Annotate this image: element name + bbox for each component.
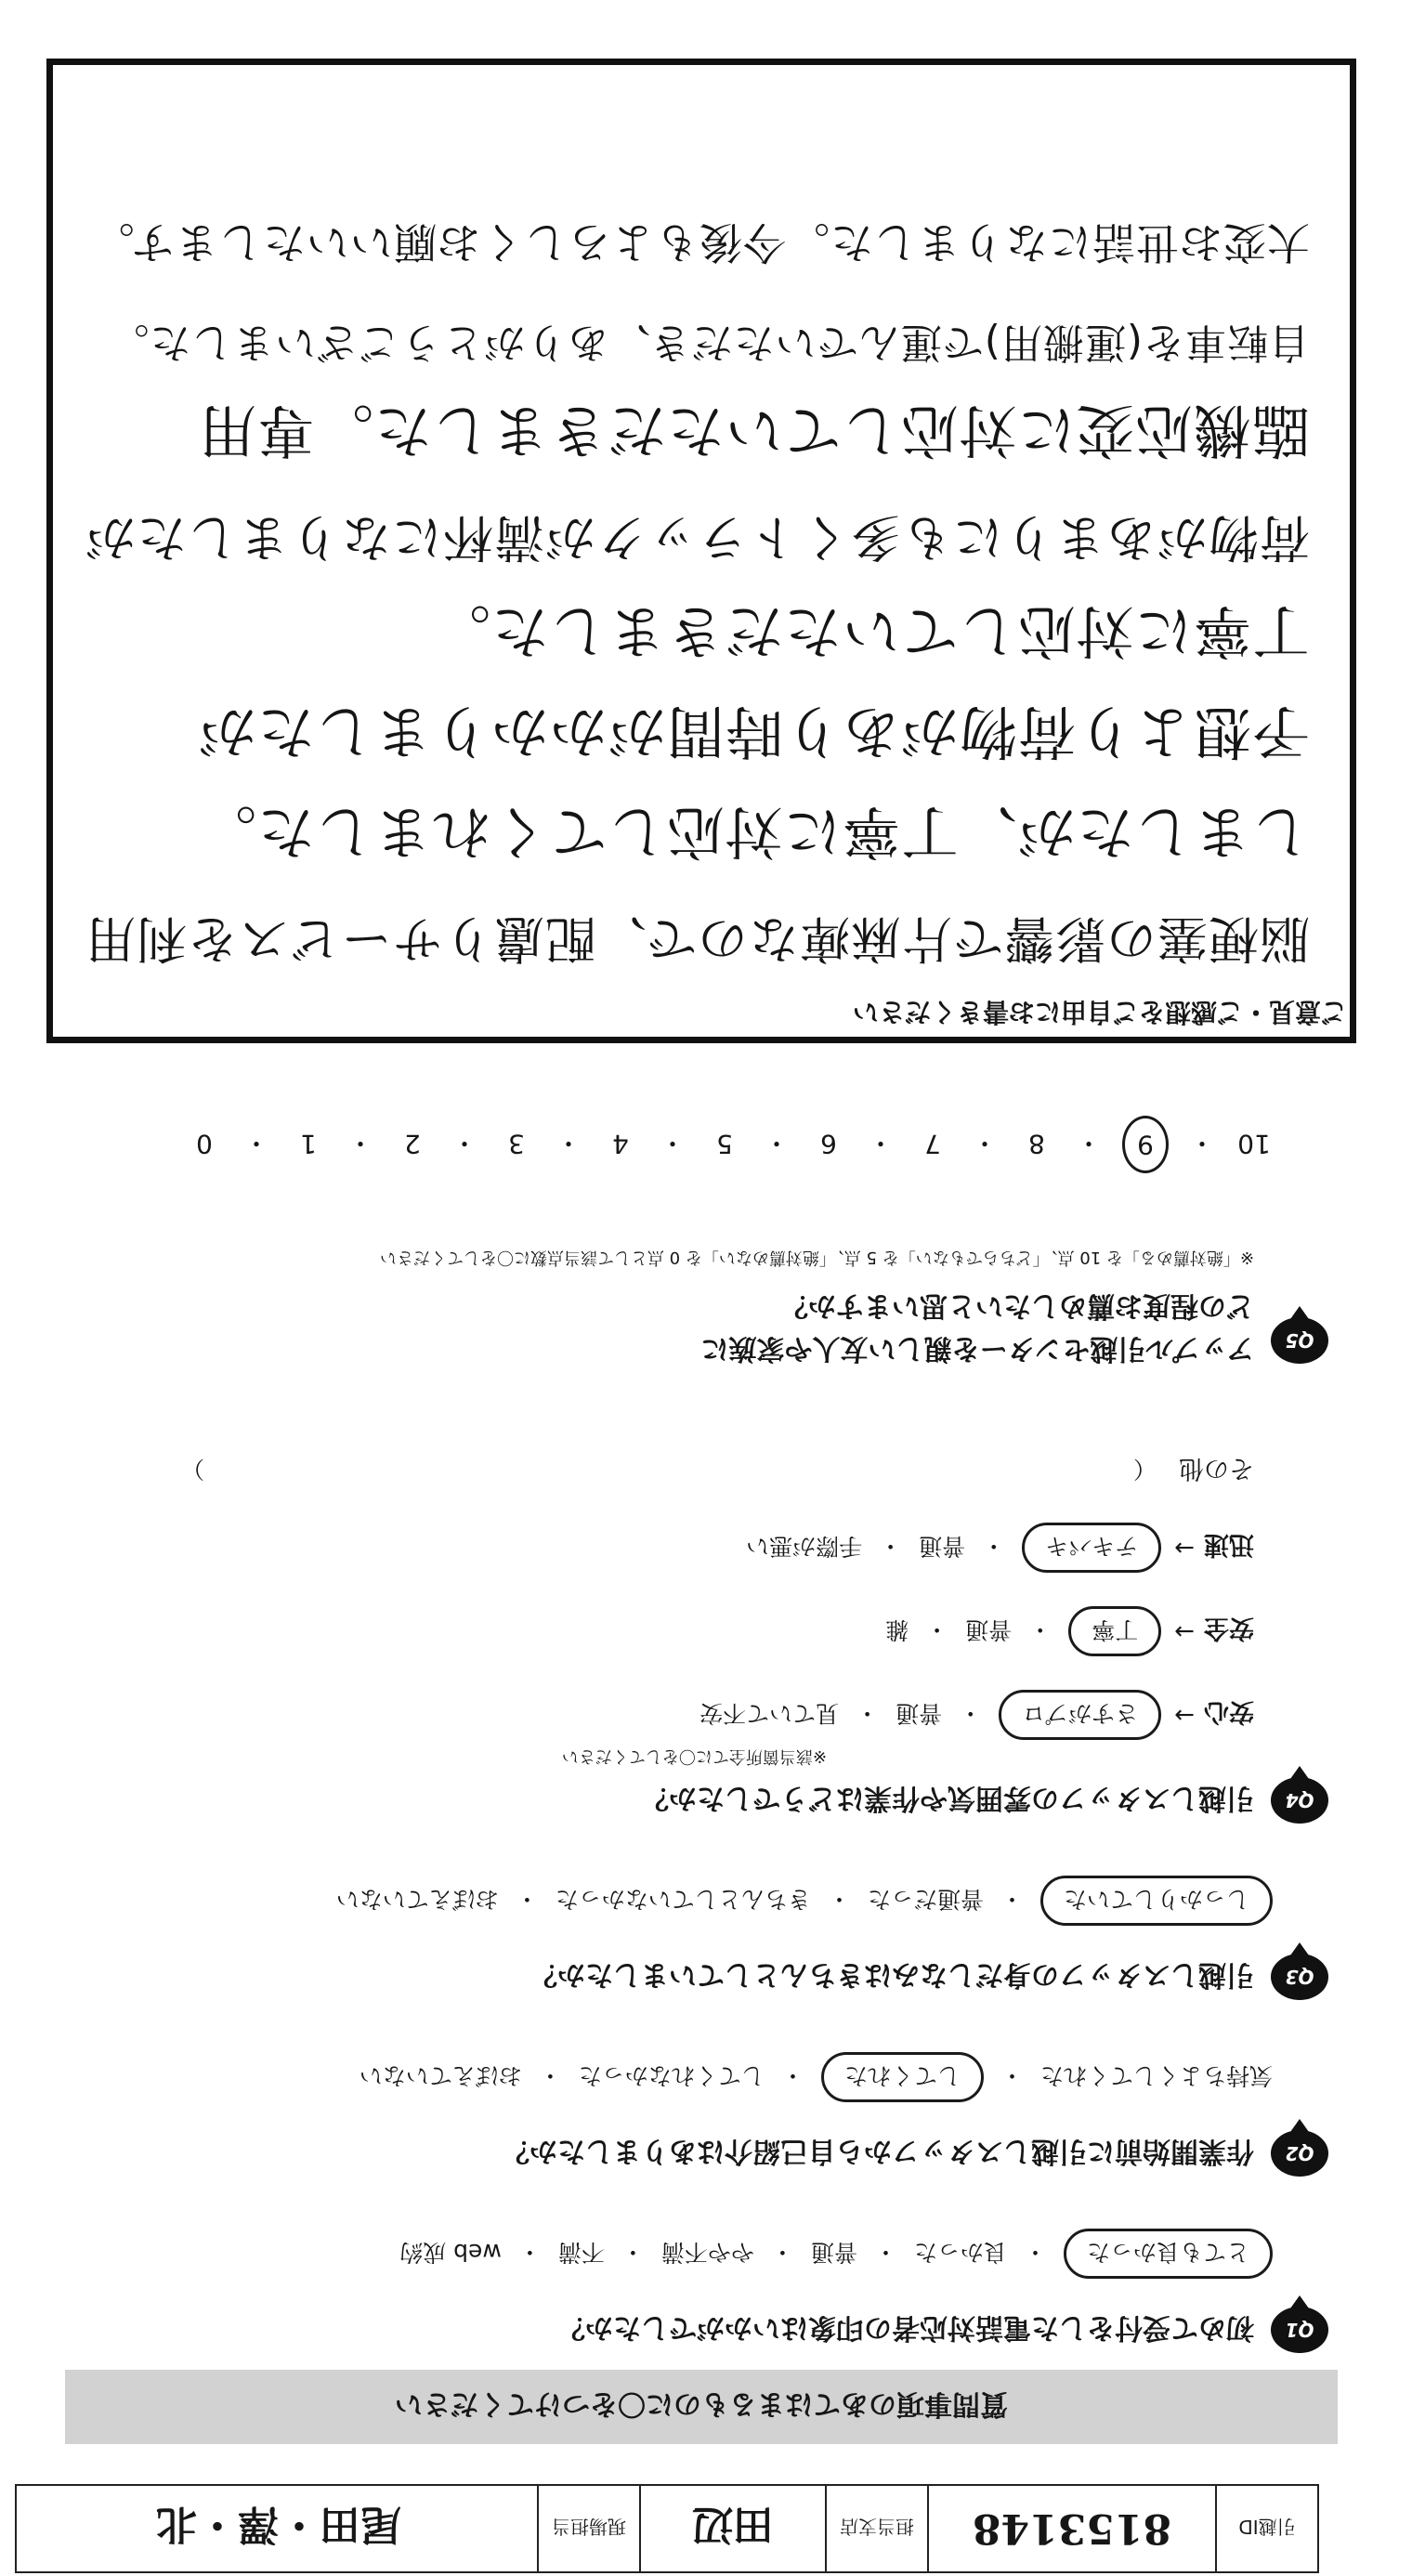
header-staff-value: 尾田・澤・北 [156, 2501, 401, 2548]
q4-row-relief-label: 安心 [1204, 1697, 1254, 1727]
q4-badge-tail [1290, 1766, 1309, 1779]
q1-option-web[interactable]: web 成約 [399, 2239, 502, 2266]
header-id-value: 8153148 [927, 2486, 1215, 2571]
q2-option-dont-remember[interactable]: おぼえていない [359, 2062, 522, 2089]
q1-option-unsatisfied[interactable]: 不満 [557, 2239, 605, 2266]
q4-other-label: その他 [1179, 1454, 1254, 1483]
q2-option-did[interactable]: してくれた [821, 2052, 984, 2102]
q2-question: 作業開始前に引越しスタッフから自己紹介はありましたか？ [502, 2135, 1254, 2167]
q5-score-8[interactable]: 8 [1028, 1129, 1045, 1160]
q1-option-somewhat-unsatisfied[interactable]: やや不満 [660, 2239, 754, 2266]
q4-relief-option-uneasy[interactable]: 見ていて不安 [699, 1700, 840, 1727]
q5-question-line2: どの程度お薦めしたいと思いますか？ [780, 1289, 1254, 1322]
q3-option-not-neat[interactable]: きちんとしていなかった [555, 1886, 811, 1913]
q5-score-3[interactable]: 3 [508, 1129, 525, 1160]
q4-other-close: ） [180, 1456, 204, 1484]
q3-option-normal[interactable]: 普通だった [867, 1886, 984, 1913]
q4-other-open: （ [1132, 1456, 1157, 1484]
q3-options: しっかりしていた ・ 普通だった ・ きちんとしていなかった ・ おぼえていない [336, 1876, 1273, 1926]
q4-speed-option-brisk[interactable]: テキパキ [1022, 1523, 1161, 1573]
q5-score-2[interactable]: 2 [404, 1129, 421, 1160]
q3-badge-tail [1290, 1942, 1309, 1955]
q3-option-neat[interactable]: しっかりしていた [1040, 1876, 1273, 1926]
q5-score-7[interactable]: 7 [924, 1129, 941, 1160]
q4-safety-option-normal[interactable]: 普通 [965, 1616, 1013, 1643]
q4-row-other [181, 1453, 1254, 1489]
header-staff-label: 現場担当 [537, 2486, 639, 2571]
header-branch-value: 田辺 [639, 2486, 825, 2571]
q2-badge-tail [1290, 2119, 1309, 2132]
q4-speed-option-normal[interactable]: 普通 [919, 1533, 966, 1560]
q1-question: 初めて受付をした電話対応者の印象はいかがでしたか？ [557, 2311, 1254, 2344]
q5-score-6[interactable]: 6 [820, 1129, 837, 1160]
arrow-right-icon: → [1174, 1617, 1195, 1645]
q4-row-speed: 迅速 → テキパキ ・ 普通 ・ 手際が悪い [746, 1523, 1254, 1573]
q5-score-1[interactable]: 1 [300, 1129, 317, 1160]
q4-question: 引越しスタッフの雰囲気や作業はどうでしたか？ [641, 1782, 1254, 1814]
q4-speed-option-clumsy[interactable]: 手際が悪い [746, 1533, 863, 1560]
comment-line-4: 丁寧に対応していただきました。 [431, 597, 1310, 665]
q2-options: 気持ちよくしてくれた ・ してくれた ・ してくれなかった ・ おぼえていない [360, 2052, 1273, 2102]
q4-row-relief: 安心 → さすがプロ ・ 普通 ・ 見ていて不安 [699, 1690, 1254, 1740]
q5-note: ※「絶対薦める」を 10 点、「どちらでもない」を 5 点、「絶対薦めない」を 0 点として該当点数に〇をしてください [379, 1248, 1254, 1267]
q5-score-5[interactable]: 5 [716, 1129, 733, 1160]
q2-badge: Q2 [1271, 2130, 1328, 2177]
q5-score-10[interactable]: 10 [1237, 1129, 1271, 1160]
q5-score-4[interactable]: 4 [612, 1129, 629, 1160]
q5-question-line1: アップル引越センターを親しい友人や家族に [700, 1332, 1254, 1365]
q5-badge: Q5 [1271, 1317, 1328, 1364]
q1-option-normal[interactable]: 普通 [810, 2239, 857, 2266]
q4-safety-option-careful[interactable]: 丁寧 [1068, 1606, 1161, 1656]
arrow-right-icon: → [1174, 1534, 1195, 1562]
q1-options: とても良かった ・ 良かった ・ 普通 ・ やや不満 ・ 不満 ・ web 成約 [399, 2229, 1273, 2279]
q5-score-9-selected[interactable]: 9 [1122, 1116, 1169, 1173]
header-branch-label: 担当支店 [825, 2486, 927, 2571]
q4-badge: Q4 [1271, 1777, 1328, 1824]
q4-row-safety: 安全 → 丁寧 ・ 普通 ・ 雑 [885, 1606, 1254, 1656]
q1-badge-tail [1290, 2295, 1309, 2308]
comments-heading: ご意見・ご感想をご自由にお書きください [852, 997, 1347, 1027]
q2-option-pleasant[interactable]: 気持ちよくしてくれた [1039, 2062, 1273, 2089]
comment-line-6: 臨機応変に対応していただきました。専用 [197, 397, 1310, 464]
header-id-label: 引越ID [1215, 2486, 1317, 2571]
q3-question: 引越しスタッフの身だしなみはきちんとしていましたか？ [530, 1958, 1254, 1991]
q4-note: ※該当箇所全てに〇をしてください [561, 1746, 827, 1766]
q5-scale: 10 ・ 9 ・ 8 ・ 7 ・ 6 ・ 5 ・ 4 ・ 3 ・ 2 ・ 1 ・ 0 [186, 1116, 1273, 1173]
q4-relief-option-normal[interactable]: 普通 [896, 1700, 943, 1727]
comment-line-8: 大変お世話になりました。今後もよろしくお願いいたします。 [90, 217, 1310, 268]
comment-line-2: しましたが、丁寧に対応してくれました。 [197, 798, 1310, 866]
q5-score-0[interactable]: 0 [196, 1129, 213, 1160]
q1-option-very-good[interactable]: とても良かった [1064, 2229, 1273, 2279]
q1-option-good[interactable]: 良かった [913, 2239, 1007, 2266]
q4-relief-option-pro[interactable]: さすがプロ [999, 1690, 1161, 1740]
q4-safety-option-rough[interactable]: 雑 [885, 1616, 909, 1643]
q4-row-safety-label: 安全 [1204, 1614, 1254, 1643]
comment-line-5: 荷物があまりにも多くトラックが満杯になりましたが [85, 508, 1310, 567]
q4-row-speed-label: 迅速 [1204, 1530, 1254, 1560]
q3-badge: Q3 [1271, 1954, 1328, 2000]
header-table [15, 2484, 1319, 2573]
q1-badge: Q1 [1271, 2307, 1328, 2353]
instruction-banner: 質問事項のあてはまるものに〇をつけてください [65, 2370, 1338, 2444]
q2-option-did-not[interactable]: してくれなかった [578, 2062, 765, 2089]
q3-option-dont-remember[interactable]: おぼえていない [335, 1886, 499, 1913]
q5-badge-tail [1290, 1306, 1309, 1319]
comment-line-1: 脳梗塞の影響で片麻痺なので、配慮りサービスを利用 [85, 909, 1310, 968]
arrow-right-icon: → [1174, 1701, 1195, 1729]
comment-line-7: 自転車を(運搬用)で運んでいただき、ありがとうございました。 [107, 319, 1310, 366]
comment-line-3: 予想より荷物があり時間がかかりましたが [197, 698, 1310, 765]
